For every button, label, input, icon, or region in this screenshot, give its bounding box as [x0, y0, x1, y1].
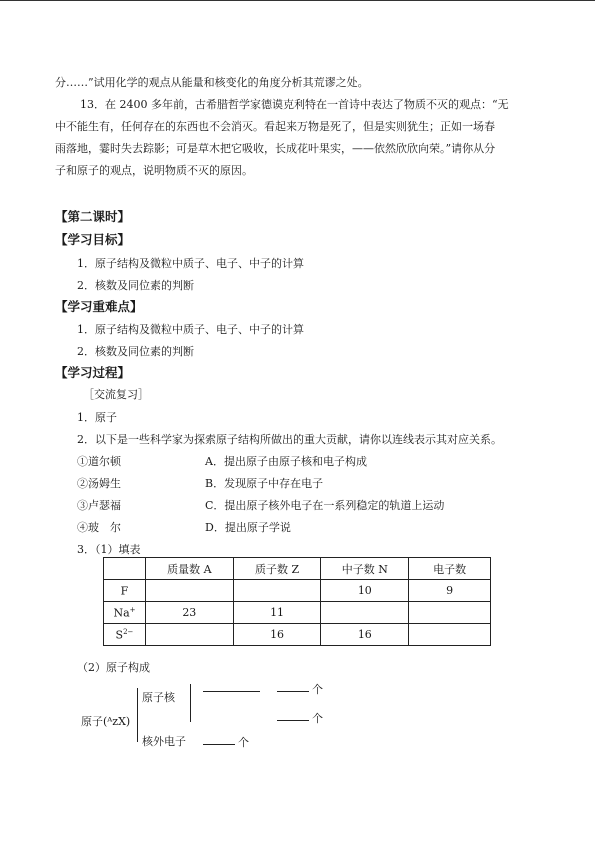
nucleus-count-blank[interactable] [277, 691, 309, 692]
question-13-line-3: 雨落地，霎时失去踪影；可是草木把它吸收，长成花叶果实，——依然欣欣向荣。”请你从分 [55, 142, 496, 155]
proton-number-cell[interactable]: 16 [233, 624, 321, 646]
mass-number-cell[interactable] [145, 624, 233, 646]
neutron-number-cell[interactable] [321, 602, 409, 624]
question-13-line-1: 13．在 2400 多年前，古希腊哲学家德谟克利特在一首诗中表达了物质不灭的观点：“无 [80, 98, 509, 111]
process-heading: 【学习过程】 [55, 365, 131, 380]
electron-label: 核外电子 [142, 735, 186, 748]
proton-number-cell[interactable] [233, 580, 321, 602]
goals-heading: 【学习目标】 [55, 232, 131, 247]
question-13-line-2: 中不能生有，任何存在的东西也不会消灭。看起来万物是死了，但是实则犹生；正如一场春 [55, 120, 495, 133]
composition-caption: （2）原子构成 [77, 661, 150, 674]
nucleus-brace [190, 684, 191, 722]
fill-in-table [103, 557, 491, 646]
second-count-blank[interactable] [277, 720, 309, 721]
neutron-number-cell[interactable]: 10 [321, 580, 409, 602]
table-header: 电子数 [409, 558, 491, 580]
species-cell: Na+ [104, 602, 146, 624]
unit-label: 个 [238, 736, 249, 749]
species-cell: $S^{2-}$ [104, 624, 146, 646]
mass-number-cell[interactable] [145, 580, 233, 602]
keypoints-heading: 【学习重难点】 [55, 299, 143, 314]
table-header: 质子数 Z [233, 558, 321, 580]
goal-item: 1．原子结构及微粒中质子、电子、中子的计算 [77, 257, 304, 270]
intro-line-1: 分……”试用化学的观点从能量和核变化的角度分析其荒谬之处。 [55, 76, 369, 89]
electron-count-blank[interactable] [203, 744, 235, 745]
goal-item: 2．核数及同位素的判断 [77, 279, 194, 292]
unit-label: 个 [312, 683, 323, 696]
table-header: 质量数 A [145, 558, 233, 580]
table-row [104, 580, 491, 602]
contribution-item: B．发现原子中存在电子 [205, 477, 324, 490]
table-row [104, 602, 491, 624]
item-2-instruction: 2．以下是一些科学家为探索原子结构所做出的重大贡献，请你以连线表示其对应关系。 [77, 433, 502, 446]
electron-number-cell[interactable] [409, 624, 491, 646]
question-13-line-4: 子和原子的观点，说明物质不灭的原因。 [55, 164, 253, 177]
item-1-atom: 1．原子 [77, 411, 117, 424]
electron-number-cell[interactable] [409, 602, 491, 624]
review-label: ［交流复习］ [83, 388, 149, 401]
scientist-item: ①道尔顿 [77, 455, 121, 468]
table-row [104, 624, 491, 646]
atom-label: 原子(ᴬzX) [81, 715, 131, 728]
table-header: 中子数 N [321, 558, 409, 580]
nucleus-label: 原子核 [142, 691, 175, 704]
page-top-rule [0, 0, 595, 1]
contribution-item: C．提出原子核外电子在一系列稳定的轨道上运动 [205, 499, 445, 512]
table-header-row [104, 558, 491, 580]
unit-label: 个 [312, 712, 323, 725]
lesson-heading: 【第二课时】 [55, 209, 131, 224]
keypoint-item: 1．原子结构及微粒中质子、电子、中子的计算 [77, 323, 304, 336]
proton-number-cell[interactable]: 11 [233, 602, 321, 624]
mass-number-cell[interactable]: 23 [145, 602, 233, 624]
electron-number-cell[interactable]: 9 [409, 580, 491, 602]
contribution-item: D．提出原子学说 [205, 521, 291, 534]
scientist-item: ③卢瑟福 [77, 499, 121, 512]
neutron-number-cell[interactable]: 16 [321, 624, 409, 646]
outer-brace [137, 688, 138, 742]
keypoint-item: 2．核数及同位素的判断 [77, 345, 194, 358]
scientist-item: ④玻 尔 [77, 521, 121, 534]
contribution-item: A．提出原子由原子核和电子构成 [205, 455, 367, 468]
nucleus-particle-blank[interactable] [203, 691, 260, 692]
table-header [104, 558, 146, 580]
scientist-item: ②汤姆生 [77, 477, 121, 490]
species-cell: F [104, 580, 146, 602]
table-caption: 3．（1）填表 [77, 543, 141, 556]
